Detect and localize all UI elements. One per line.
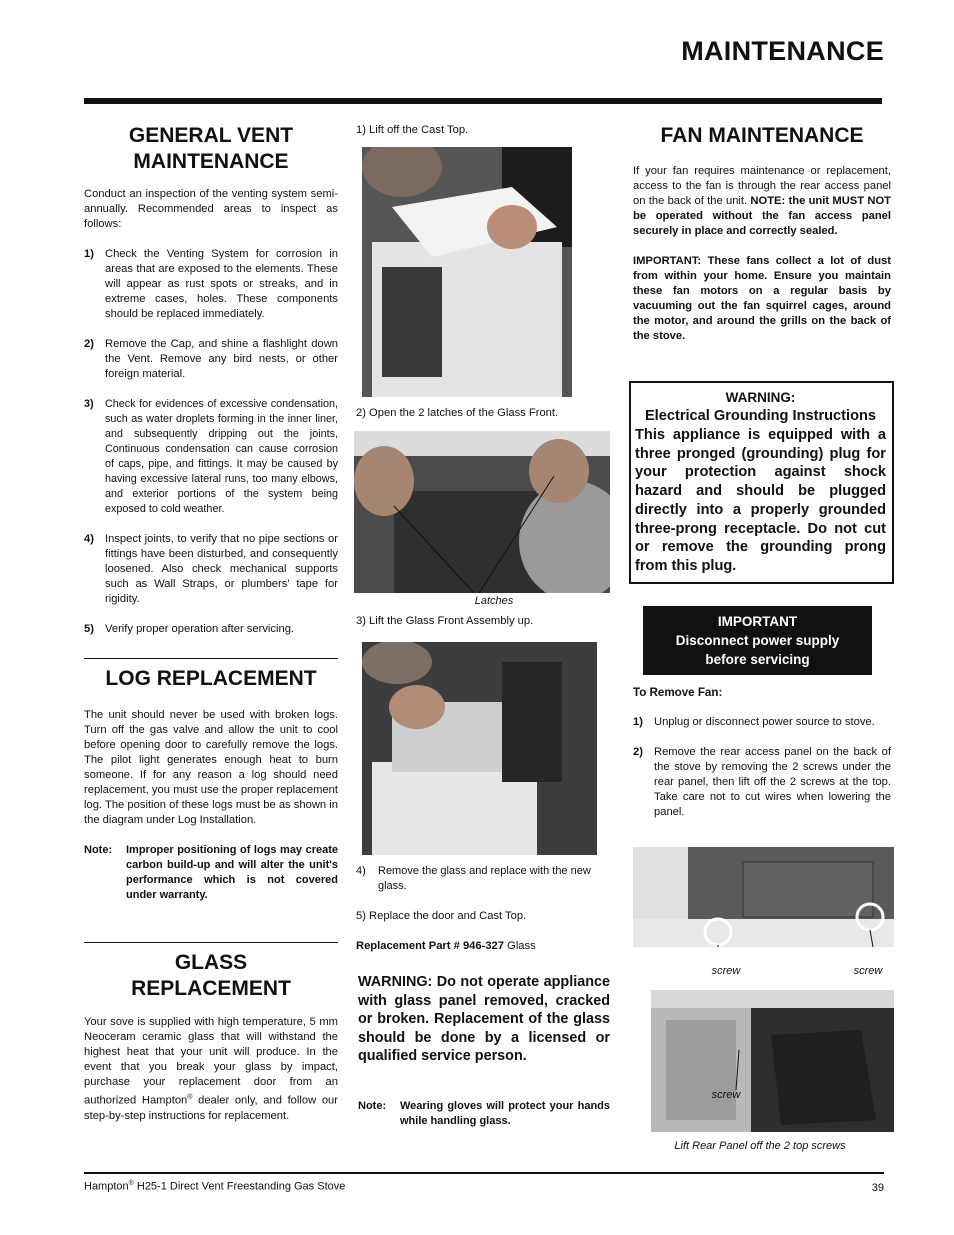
footer-rule: [84, 1172, 884, 1174]
glass-front-photo: [362, 642, 597, 855]
rear-panel-photo: [633, 847, 894, 947]
log-heading: LOG REPLACEMENT: [105, 667, 317, 690]
cast-top-photo: [362, 147, 572, 397]
glass-step-3: 3) Lift the Glass Front Assembly up.: [356, 615, 534, 627]
log-body: The unit should never be used with broken logs. Turn off the gas valve and allow the unit to cool before opening door to carefully remove the logs. The pilot light generates enough heat to burn someone. If for any reason a log should need replacement, you must use the proper replacement log. The position of these logs must be as shown in the diagram under Log Installation.: [84, 709, 338, 826]
rear-panel-caption: Lift Rear Panel off the 2 top screws: [674, 1140, 846, 1152]
general-vent-section: [84, 123, 338, 637]
section-divider: [84, 942, 338, 943]
fan-section: [633, 123, 891, 344]
glass-note: Note: Wearing gloves will protect your hands while handling glass.: [358, 1100, 610, 1127]
glass-heading: GLASS REPLACEMENT: [131, 951, 291, 1000]
glass-body: Your sove is supplied with high temperature, 5 mm Neoceram ceramic glass that will withstand the highest heat that your unit will produce. In the event that you break your glass by impact, purchase your replacement door from an authorized Hampton® dealer only, and follow our step-by-step instructions for replacement.: [84, 1016, 338, 1122]
grounding-warning-box: [629, 381, 894, 584]
glass-step-5: 5) Replace the door and Cast Top.: [356, 910, 527, 922]
screw-label: screw: [711, 1089, 741, 1101]
vent-heading: GENERAL VENT MAINTENANCE: [128, 124, 294, 173]
page-title: MAINTENANCE: [681, 36, 884, 66]
latches-caption: Latches: [474, 595, 514, 607]
rear-panel-lift-photo: [651, 990, 894, 1132]
footer-model: Hampton® H25-1 Direct Vent Freestanding Gas Stove: [84, 1180, 346, 1193]
log-note: Note: Improper positioning of logs may create carbon build-up and will alter the unit's performance which is not covered under warranty.: [84, 844, 338, 901]
glass-step-4: 4) Remove the glass and replace with the new glass.: [356, 865, 591, 892]
fan-intro: If your fan requires maintenance or replacement, access to the fan is through the rear access panel on the back of the unit. NOTE: the unit MUST NOT be operated without the fan access panel securely in place and correctly sealed.: [633, 165, 891, 237]
log-section: [84, 666, 338, 903]
remove-fan-step: 2) Remove the rear access panel on the back of the stove by removing the 2 screws under the rear panel, then lift off the 2 screws at the top. Take care not to cut wires when lowering the panel.: [633, 746, 891, 818]
vent-intro: Conduct an inspection of the venting system semi-annually. Recommended areas to inspect as follows:: [84, 188, 338, 230]
remove-fan-step: 1) Unplug or disconnect power source to stove.: [633, 716, 875, 728]
glass-step-2: 2) Open the 2 latches of the Glass Front.: [356, 407, 559, 419]
remove-fan-section: [633, 686, 891, 820]
fan-important: IMPORTANT: These fans collect a lot of dust from within your home. Ensure you maintain these fan motors on a regular basis by vacuuming out the fan squirrel cages, around the motor, and around the grills on the back of the stove.: [633, 255, 891, 342]
vent-item: 3) Check for evidences of excessive condensation, such as water droplets forming in the inner liner, and subsequently dripping out the joints, Continuous condensation can cause corrosion of caps, pipe, and fittings. It may be caused by having excessive lateral runs, too many elbows, and exterior portions of the system being exposed to cold weather.: [84, 398, 338, 515]
glass-section: [84, 950, 338, 1124]
screw-label: screw: [853, 965, 883, 977]
page-number: 39: [871, 1182, 884, 1194]
header-rule: [84, 98, 882, 104]
remove-fan-heading: To Remove Fan:: [633, 686, 723, 699]
vent-item: 5) Verify proper operation after servicing.: [84, 623, 295, 635]
disconnect-power-box: IMPORTANT Disconnect power supply before servicing: [643, 606, 872, 675]
warning-label: WARNING:: [725, 390, 796, 405]
glass-step-1: 1) Lift off the Cast Top.: [356, 124, 469, 136]
grounding-text: This appliance is equipped with a three pronged (grounding) plug for your protection against shock hazard and should be plugged directly into a properly grounded three-prong receptacle. Do not cut or remove the grounding prong from this plug.: [635, 427, 886, 574]
glass-warning: WARNING: Do not operate appliance with glass panel removed, cracked or broken. Replacement of the glass should be done by a licensed or qualified service person.: [358, 974, 610, 1065]
vent-item: 1) Check the Venting System for corrosion in areas that are exposed to the elements. These will appear as rust spots or streaks, and in extreme cases, holes. These components should be replaced immediately.: [84, 248, 338, 320]
replacement-part: Replacement Part # 946-327 Glass: [356, 940, 536, 952]
vent-item: 4) Inspect joints, to verify that no pipe sections or fittings have been disturbed, and consequently loosened. Also check mechanical supports such as Wall Straps, or plumbers' tape for rigidity.: [84, 533, 338, 605]
latches-photo: [354, 431, 610, 593]
vent-item: 2) Remove the Cap, and shine a flashlight down the Vent. Remove any bird nests, or other foreign material.: [84, 338, 338, 380]
section-divider: [84, 658, 338, 659]
fan-heading: FAN MAINTENANCE: [660, 124, 864, 147]
grounding-title: Electrical Grounding Instructions: [644, 408, 877, 424]
screw-label: screw: [711, 965, 741, 977]
